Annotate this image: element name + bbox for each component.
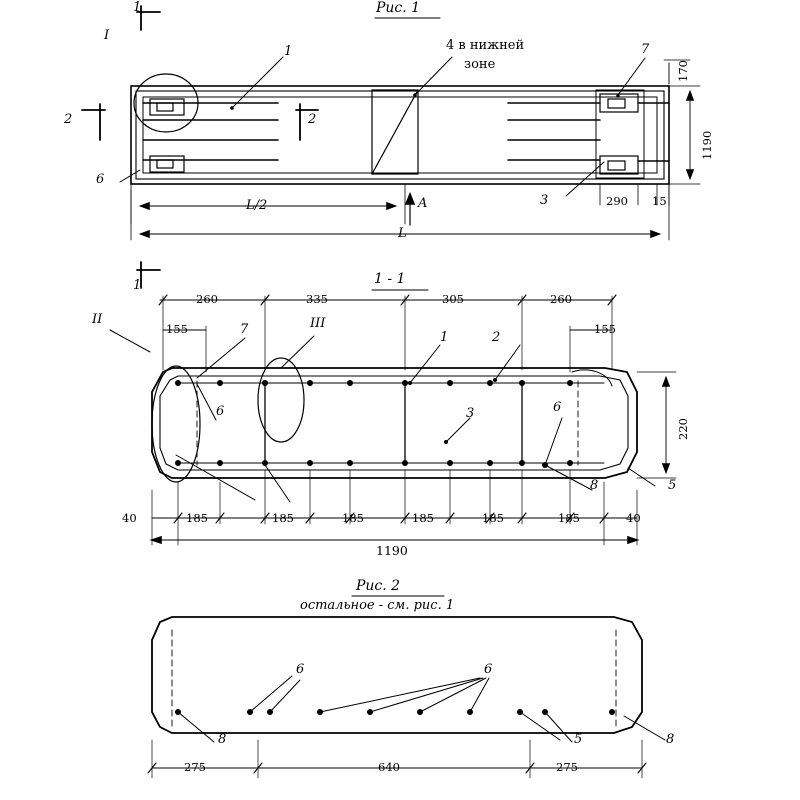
section-bottom-dim-185-4: 185 (412, 511, 434, 525)
fig2-leader-8-left: 8 (218, 732, 227, 747)
section-bottom-dim-185-6: 185 (558, 511, 580, 525)
section-top-dim-260-left: 260 (196, 292, 218, 306)
section-top-dim-260-right: 260 (550, 292, 572, 306)
dim-290: 290 (606, 194, 628, 208)
section-mark-2-right: 2 (308, 112, 317, 127)
section-bottom-dim-185-1: 185 (186, 511, 208, 525)
section-mark-1-top: 1 (133, 0, 142, 15)
section-dim-155-right: 155 (594, 322, 616, 336)
leader-label-1-fig1: 1 (284, 44, 293, 59)
section-bottom-dim-185-3: 185 (342, 511, 364, 525)
note-zone-line2: зоне (464, 57, 496, 72)
figure-2-note: остальное - см. рис. 1 (300, 598, 455, 613)
section-leader-6-right: 6 (553, 400, 562, 415)
section-mark-2-left: 2 (64, 112, 73, 127)
leader-label-7-fig1: 7 (641, 42, 650, 57)
section-bottom-dim-40-right: 40 (626, 511, 641, 525)
dim-length: L (398, 226, 407, 241)
dim-170: 170 (676, 60, 690, 82)
fig2-leader-5: 5 (574, 732, 583, 747)
section-leader-2: 2 (492, 330, 501, 345)
section-leader-7: 7 (240, 322, 249, 337)
section-top-dim-305: 305 (442, 292, 464, 306)
fig2-leader-8-right: 8 (666, 732, 675, 747)
fig2-leader-6-left: 6 (296, 662, 305, 677)
fig2-leader-6-right: 6 (484, 662, 493, 677)
section-dim-155-left: 155 (166, 322, 188, 336)
section-total-dim-1190: 1190 (376, 543, 408, 558)
detail-mark-III: III (310, 316, 326, 331)
fig2-dim-640: 640 (378, 760, 400, 774)
leader-label-3-fig1: 3 (540, 193, 549, 208)
note-zone-line1: 4 в нижней (446, 38, 525, 53)
dim-15: 15 (652, 194, 667, 208)
section-bottom-dim-185-2: 185 (272, 511, 294, 525)
section-leader-8: 8 (590, 478, 599, 493)
section-bottom-dim-185-5: 185 (482, 511, 504, 525)
section-top-dim-335: 335 (306, 292, 328, 306)
fig2-dim-275-left: 275 (184, 760, 206, 774)
section-leader-1: 1 (440, 330, 449, 345)
dim-height-1190: 1190 (700, 130, 714, 160)
arrow-mark-A: A (418, 196, 428, 211)
section-mark-1-bottom: 1 (133, 278, 142, 293)
figure-2-title: Рис. 2 (356, 578, 401, 594)
leader-label-6-fig1: 6 (96, 172, 105, 187)
section-1-1-title: 1 - 1 (374, 271, 406, 287)
section-bottom-dim-40-left: 40 (122, 511, 137, 525)
figure-1-title: Рис. 1 (376, 0, 421, 16)
fig2-dim-275-right: 275 (556, 760, 578, 774)
dim-half-length: L/2 (246, 198, 268, 213)
section-leader-3: 3 (466, 406, 475, 421)
section-height-dim-220: 220 (676, 418, 690, 440)
section-leader-5: 5 (668, 478, 677, 493)
detail-mark-II: II (92, 312, 103, 327)
detail-mark-I: I (104, 28, 110, 43)
section-leader-6-left: 6 (216, 404, 225, 419)
